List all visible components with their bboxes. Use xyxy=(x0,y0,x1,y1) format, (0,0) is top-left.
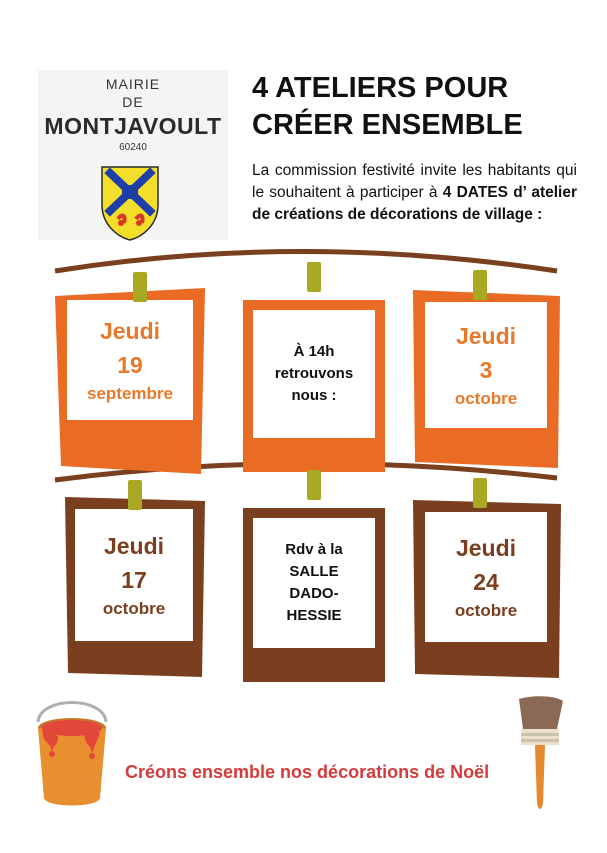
mairie-postcode: 60240 xyxy=(119,142,147,153)
clothespin xyxy=(473,478,487,508)
card-inner xyxy=(67,300,193,420)
card-line: retrouvons xyxy=(274,365,354,382)
clothespin xyxy=(473,270,487,300)
card-month: octobre xyxy=(454,601,518,620)
card-inner xyxy=(425,302,547,428)
card-line: Rdv à la xyxy=(285,541,343,558)
card-num: 3 xyxy=(479,357,493,383)
card-num: 24 xyxy=(473,569,499,595)
footer-slogan: Créons ensemble nos décorations de Noël xyxy=(125,762,490,782)
card-inner xyxy=(75,509,193,641)
card-time xyxy=(243,300,385,472)
card-num: 17 xyxy=(121,567,147,593)
card-month: octobre xyxy=(454,389,518,408)
card-place xyxy=(243,508,385,682)
card-date-3 xyxy=(65,497,205,677)
card-line: DADO- xyxy=(289,585,339,602)
paint-brush-icon xyxy=(505,695,570,815)
mairie-line1: MAIRIE xyxy=(105,76,161,92)
card-date-1 xyxy=(55,288,205,474)
title-line2: CRÉER ENSEMBLE xyxy=(252,109,523,141)
card-day: Jeudi xyxy=(455,535,517,561)
card-inner xyxy=(425,512,547,642)
card-inner xyxy=(253,310,375,438)
card-inner xyxy=(253,518,375,648)
clothesline-top xyxy=(55,252,557,272)
card-line: SALLE xyxy=(289,563,339,580)
clothespin xyxy=(133,272,147,302)
card-month: septembre xyxy=(87,384,173,403)
title-line1: 4 ATELIERS POUR xyxy=(252,72,509,104)
clothespin xyxy=(128,480,142,510)
mairie-line2: DE xyxy=(122,94,144,110)
paint-bucket-icon xyxy=(30,700,115,810)
card-day: Jeudi xyxy=(103,533,165,559)
clothespin xyxy=(307,470,321,500)
mairie-name: MONTJAVOULT xyxy=(44,113,222,139)
card-line: À 14h xyxy=(293,343,335,360)
card-date-2 xyxy=(413,290,560,468)
card-line: nous : xyxy=(291,387,337,404)
card-date-4 xyxy=(413,500,561,678)
card-day: Jeudi xyxy=(99,318,161,344)
card-day: Jeudi xyxy=(455,323,517,349)
clothespin xyxy=(307,262,321,292)
intro-bold: 4 DATES d’ atelier de créations de décorations de village : xyxy=(252,184,578,223)
card-num: 19 xyxy=(117,352,143,378)
card-line: HESSIE xyxy=(286,607,342,624)
intro-text: La commission festivité invite les habitants qui le souhaitent à participer à xyxy=(252,162,577,201)
card-month: octobre xyxy=(102,599,166,618)
